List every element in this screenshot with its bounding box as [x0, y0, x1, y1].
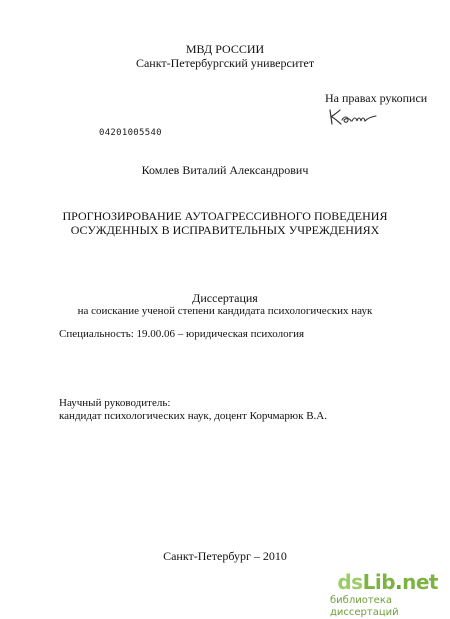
degree-line: на соискание ученой степени кандидата психологических наук	[77, 305, 373, 317]
university-heading: Санкт-Петербургский университет	[135, 56, 315, 70]
advisor-label: Научный руководитель:	[59, 397, 171, 409]
dslib-logo: dsLib.net	[337, 570, 438, 594]
rights-note: На правах рукописи	[325, 91, 428, 105]
title-line-1: ПРОГНОЗИРОВАНИЕ АУТОАГРЕССИВНОГО ПОВЕДЕНИЯ	[62, 209, 388, 223]
ministry-heading: МВД РОССИИ	[185, 42, 265, 56]
dslib-tagline: библиотека диссертаций	[330, 595, 399, 618]
place-year: Санкт-Петербург – 2010	[163, 549, 287, 563]
dissertation-label: Диссертация	[192, 291, 258, 305]
dslib-watermark	[330, 570, 440, 618]
author-name: Комлев Виталий Александрович	[141, 163, 309, 177]
handwritten-signature-icon	[326, 106, 386, 128]
specialty-line: Специальность: 19.00.06 – юридическая психология	[59, 328, 305, 340]
title-line-2: ОСУЖДЕННЫХ В ИСПРАВИТЕЛЬНЫХ УЧРЕЖДЕНИЯХ	[70, 223, 380, 237]
catalog-code: 04201005540	[99, 128, 162, 138]
advisor-name: кандидат психологических наук, доцент Корчмарюк В.А.	[59, 410, 327, 422]
signature	[326, 106, 386, 128]
